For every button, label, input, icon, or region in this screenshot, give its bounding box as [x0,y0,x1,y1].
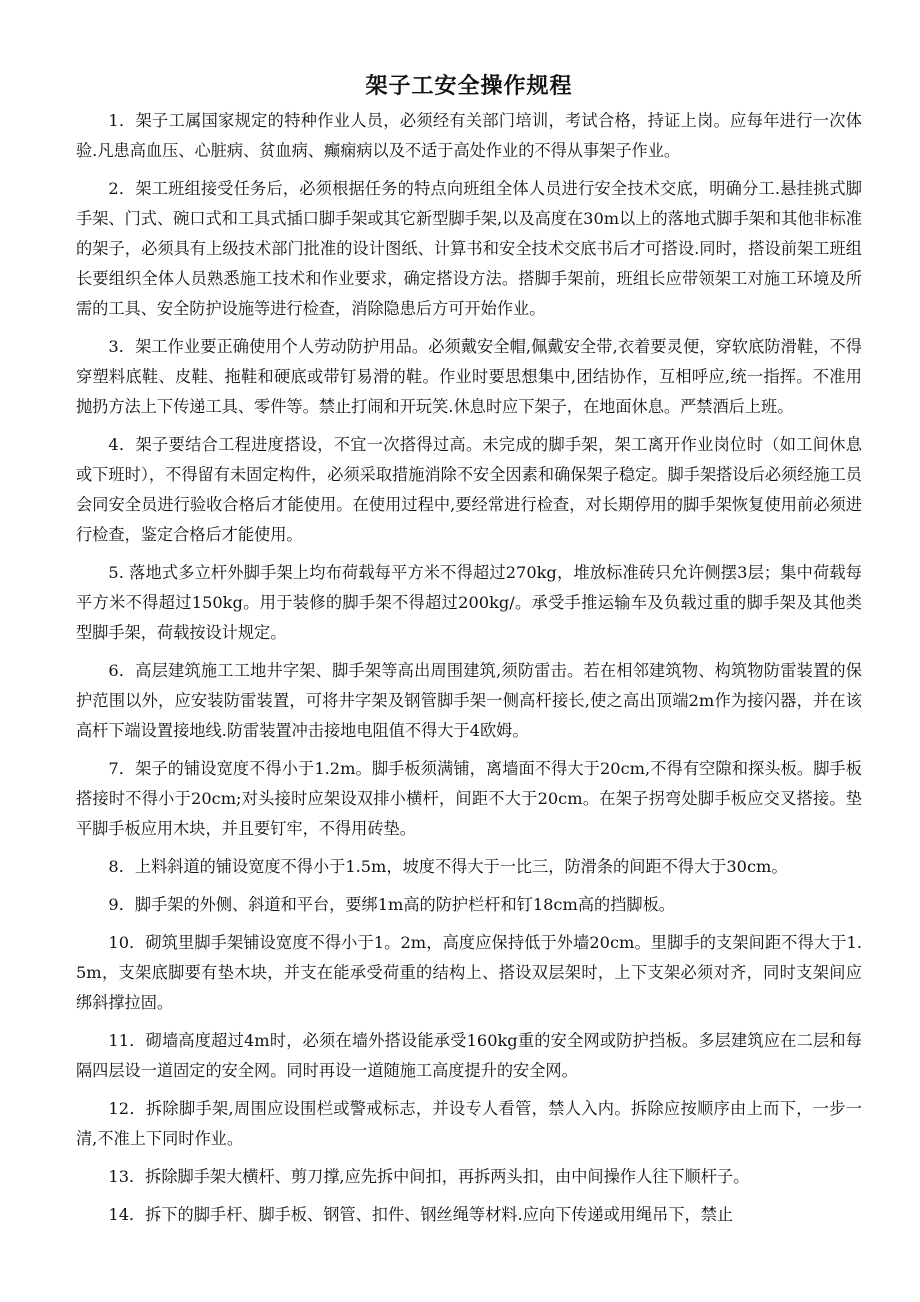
paragraph-7: 7．架子的铺设宽度不得小于1.2m。脚手板须满铺，离墙面不得大于20cm,不得有空隙和探头板。脚手板搭接时不得小于20cm;对头接时应架设双排小横杆，间距不大于20cm。在架子拐弯处脚手板应交叉搭接。垫平脚手板应用木块，并且要钉牢，不得用砖垫。 [76,759,862,838]
paragraph-10: 10．砌筑里脚手架铺设宽度不得小于1。2m，高度应保持低于外墙20cm。里脚手的支架间距不得大于1.5m，支架底脚要有垫木块，并支在能承受荷重的结构上、搭设双层架时，上下支架必须对齐，同时支架间应绑斜撑拉固。 [76,933,862,1012]
paragraph-12: 12．拆除脚手架,周围应设围栏或警戒标志，并设专人看管，禁人入内。拆除应按顺序由上而下，一步一清,不准上下同时作业。 [76,1099,862,1148]
paragraph-13: 13．拆除脚手架大横杆、剪刀撑,应先拆中间扣，再拆两头扣，由中间操作人往下顺杆子。 [108,1167,750,1186]
document-page [76,70,862,1238]
paragraph-2: 2．架工班组接受任务后，必须根据任务的特点向班组全体人员进行安全技术交底，明确分工.悬挂挑式脚手架、门式、碗口式和工具式插口脚手架或其它新型脚手架,以及高度在30m以上的落地式脚手架和其他非标准的架子，必须具有上级技术部门批准的设计图纸、计算书和安全技术交底书后才可搭设.同时，搭设前架工班组长要组织全体人员熟悉施工技术和作业要求，确定搭设方法。搭脚手架前，班组长应带领架工对施工环境及所需的工具、安全防护设施等进行检查，消除隐患后方可开始作业。 [76,179,862,318]
paragraph-3: 3．架工作业要正确使用个人劳动防护用品。必须戴安全帽,佩戴安全带,衣着要灵便，穿软底防滑鞋，不得穿塑料底鞋、皮鞋、拖鞋和硬底或带钉易滑的鞋。作业时要思想集中,团结协作，互相呼应,统一指挥。不准用抛扔方法上下传递工具、零件等。禁止打闹和开玩笑.休息时应下架子，在地面休息。严禁酒后上班。 [76,337,862,416]
paragraph-8: 8．上料斜道的铺设宽度不得小于1.5m，坡度不得大于一比三，防滑条的间距不得大于30cm。 [108,857,788,876]
paragraph-14: 14．拆下的脚手杆、脚手板、钢管、扣件、钢丝绳等材料.应向下传递或用绳吊下，禁止 [108,1205,734,1224]
paragraph-4: 4．架子要结合工程进度搭设，不宜一次搭得过高。未完成的脚手架，架工离开作业岗位时（如工间休息或下班时），不得留有未固定构件，必须采取措施消除不安全因素和确保架子稳定。脚手架搭设后必须经施工员会同安全员进行验收合格后才能使用。在使用过程中,要经常进行检查，对长期停用的脚手架恢复使用前必须进行检查，鉴定合格后才能使用。 [76,435,862,544]
document-title: 架子工安全操作规程 [365,74,573,99]
paragraph-6: 6．高层建筑施工工地井字架、脚手架等高出周围建筑,须防雷击。若在相邻建筑物、构筑物防雷装置的保护范围以外，应安装防雷装置，可将井字架及钢管脚手架一侧高杆接长,使之高出顶端2m作为接闪器，并在该高杆下端设置接地线.防雷装置冲击接地电阻值不得大于4欧姆。 [76,661,862,740]
paragraph-5: 5. 落地式多立杆外脚手架上均布荷载每平方米不得超过270kg，堆放标准砖只允许侧摆3层；集中荷载每平方米不得超过150kg。用于装修的脚手架不得超过200kg/。承受手推运输车及负载过重的脚手架及其他类型脚手架，荷载按设计规定。 [76,563,862,642]
paragraph-11: 11．砌墙高度超过4m时，必须在墙外搭设能承受160kg重的安全网或防护挡板。多层建筑应在二层和每隔四层设一道固定的安全网。同时再设一道随施工高度提升的安全网。 [76,1031,862,1080]
paragraph-1: 1．架子工属国家规定的特种作业人员，必须经有关部门培训，考试合格，持证上岗。应每年进行一次体验.凡患高血压、心脏病、贫血病、癫痫病以及不适于高处作业的不得从事架子作业。 [76,111,862,160]
paragraph-9: 9．脚手架的外侧、斜道和平台，要绑1m高的防护栏杆和钉18cm高的挡脚板。 [108,895,675,914]
